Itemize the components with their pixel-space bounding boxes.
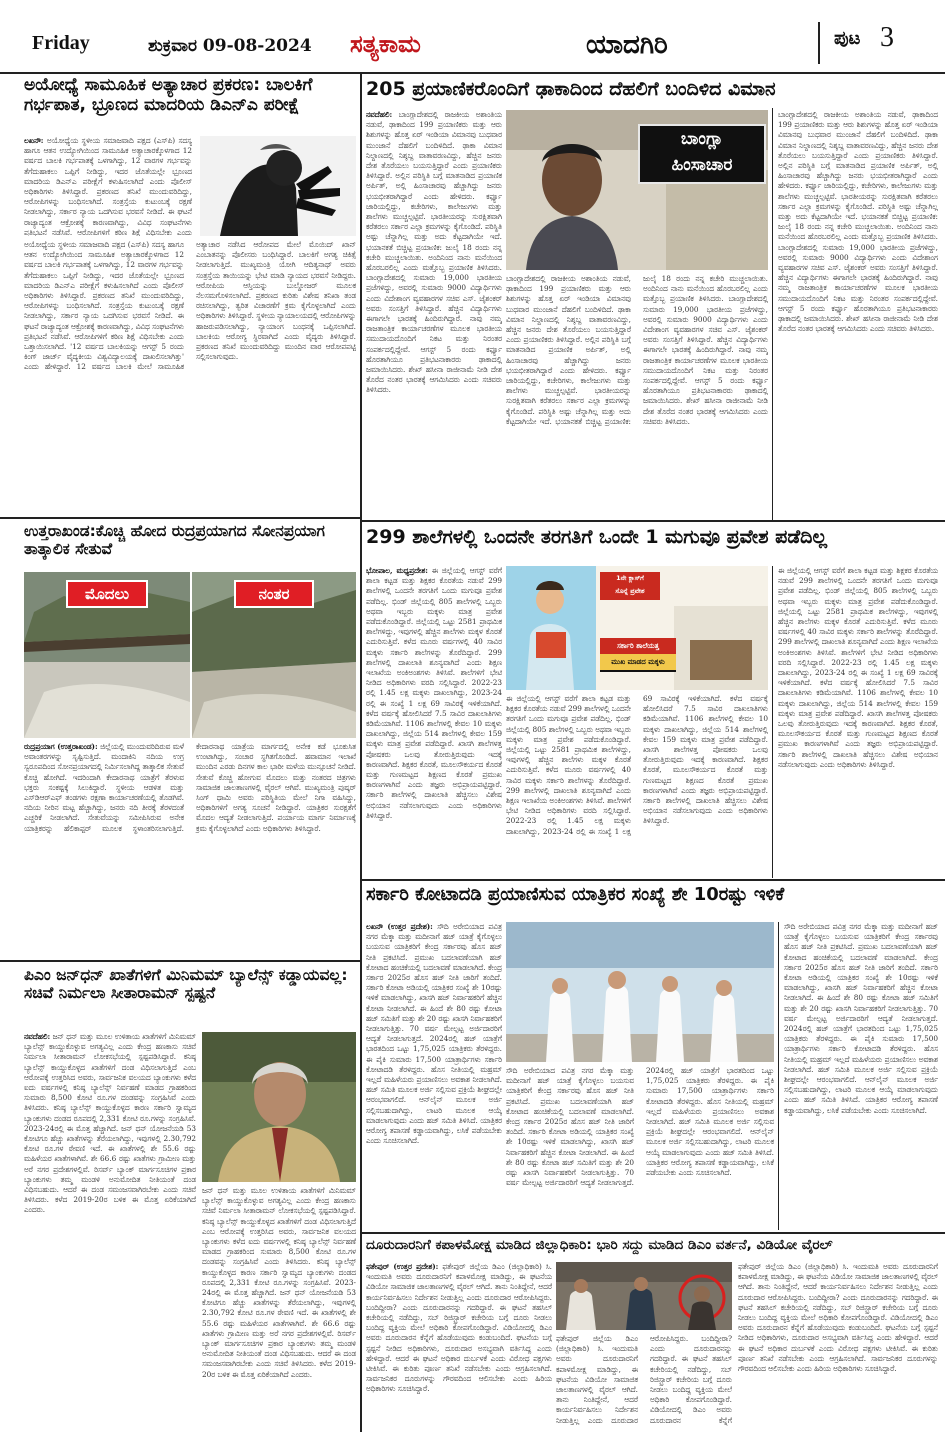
illus-tag-3: ಸರ್ಕಾರಿ ಶಾಲೆಯತ್ತ (600, 638, 676, 654)
column-divider (778, 922, 779, 1230)
jandhan-headline: ಪಿಎಂ ಜನ್‌ಧನ್ ಖಾತೆಗಳಿಗೆ ಮಿನಿಮಮ್ ಬ್ಯಾಲೆನ್ಸ್ ಕಡ್ಡಾಯವಲ್ಲ: ಸಚಿವೆ ನಿರ್ಮಲಾ ಸೀತಾರಾಮನ್ ಸ್ಪಷ್ಟನೆ (24, 966, 348, 1003)
haj-photo (506, 922, 774, 1062)
edition-city: ಯಾದಗಿರಿ (586, 30, 668, 60)
schools-illustration (506, 566, 768, 690)
ayodhya-body: ಅಯೋಧ್ಯೆಯ ಸ್ಥಳೀಯ ಸಮಾಜವಾದಿ ಪಕ್ಷದ (ಎಸ್‌ಪಿ) ಸದಸ್ಯ ಹಾಗೂ ಆತನ ಉದ್ಯೋಗಿಯಿಂದ ಸಾಮೂಹಿಕ ಅತ್ಯಾಚಾರಕ್ಕೊಳಗಾದ 12 ವರ್ಷದ ಬಾಲಕಿ ಗರ್ಭಪಾತಕ್ಕೆ ಒಳಗಾಗಿದ್ದು, 12 ವಾರಗಳ ಗರ್ಭವನ್ನು ತೆಗೆದುಹಾಕಲು ಒಪ್ಪಿಗೆ ನೀಡಿದ್ದು, ಇದರ ಜೊತೆಯಲ್ಲೇ ಭ್ರೂಣದ ಮಾದರಿಯ ಡಿಎನ್ಎ ಪರೀಕ್ಷೆಗೆ ಕಳುಹಿಸಲಾಗಿದೆ ಎಂದು ಪೊಲೀಸ್ ಅಧಿಕಾರಿಗಳು ತಿಳಿಸಿದ್ದಾರೆ. ಪ್ರಕರಣದ ತನಿಖೆ ಮುಂದುವರಿದಿದ್ದು, ಆರೋಪಿಗಳನ್ನು ಬಂಧಿಸಲಾಗಿದೆ. ಸಂತ್ರಸ್ತೆಯ ಕುಟುಂಬಕ್ಕೆ ರಕ್ಷಣೆ ನೀಡಲಾಗಿದ್ದು, ಸರ್ಕಾರ ನ್ಯಾಯ ಒದಗಿಸುವ ಭರವಸೆ ನೀಡಿದೆ. ಈ ಘಟನೆ ರಾಜ್ಯಾದ್ಯಂತ ಆಕ್ರೋಶಕ್ಕೆ ಕಾರಣವಾಗಿದ್ದು, ವಿವಿಧ ಸಂಘಟನೆಗಳು ಪ್ರತಿಭಟನೆ ನಡೆಸಿವೆ. ಆರೋಪಿಗಳಿಗೆ ಕಠಿಣ ಶಿಕ್ಷೆ ವಿಧಿಸಬೇಕು ಎಂದು (24, 136, 192, 236)
schools-body: ಈ ಜಿಲ್ಲೆಯಲ್ಲಿ ಆಗಸ್ಟ್ ವರೆಗೆ ಶಾಲಾ ಕಟ್ಟಡ ಮತ್ತು ಶಿಕ್ಷಕರ ಕೊರತೆಯ ನಡುವೆ 299 ಶಾಲೆಗಳಲ್ಲಿ ಒಂದನೇ ತರಗತಿಗೆ ಒಂದು ಮಗುವೂ ಪ್ರವೇಶ ಪಡೆದಿಲ್ಲ. ಭಿಂಡ್ ಜಿಲ್ಲೆಯಲ್ಲಿ 805 ಶಾಲೆಗಳಲ್ಲಿ ಒಬ್ಬರು ಅಥವಾ ಇಬ್ಬರು ಮಕ್ಕಳು ಮಾತ್ರ ಪ್ರವೇಶ ಪಡೆದುಕೊಂಡಿದ್ದಾರೆ. ಜಿಲ್ಲೆಯಲ್ಲಿ ಒಟ್ಟು 2581 ಪ್ರಾಥಮಿಕ ಶಾಲೆಗಳಿದ್ದು, ಇವುಗಳಲ್ಲಿ ಹೆಚ್ಚಿನ ಶಾಲೆಗಳು ಮಕ್ಕಳ ಕೊರತೆ ಎದುರಿಸುತ್ತಿವೆ. ಕಳೆದ ಮೂರು ವರ್ಷಗಳಲ್ಲಿ 40 ಸಾವಿರ ಮಕ್ಕಳು ಸರ್ಕಾರಿ ಶಾಲೆಗಳನ್ನು ತೊರೆದಿದ್ದಾರೆ. 299 ಶಾಲೆಗಳಲ್ಲಿ ದಾಖಲಾತಿ ಶೂನ್ಯವಾಗಿದೆ ಎಂದು ಶಿಕ್ಷಣ ಇಲಾಖೆಯ ಅಂಕಿಅಂಶಗಳು ತಿಳಿಸಿವೆ. ಶಾಲೆಗಳಿಗೆ ಭೇಟಿ ನೀಡಿದ ಅಧಿಕಾರಿಗಳು ವರದಿ ಸಲ್ಲಿಸಿದ್ದಾರೆ. 2022-23 ರಲ್ಲಿ 1.45 ಲಕ್ಷ ಮಕ್ಕಳು ದಾಖಲಾಗಿದ್ದು, 2023-24 ರಲ್ಲಿ ಈ ಸಂಖ್ಯೆ 1 ಲಕ್ಷ 69 ಸಾವಿರಕ್ಕೆ ಇಳಿಕೆಯಾಗಿದೆ. ಕಳೆದ ವರ್ಷಕ್ಕೆ ಹೋಲಿಸಿದರೆ 7.5 ಸಾವಿರ ದಾಖಲಾತಿಗಳು ಕಡಿಮೆಯಾಗಿವೆ. 1106 ಶಾಲೆಗಳಲ್ಲಿ ಕೇವಲ 10 ಮಕ್ಕಳು ದಾಖಲಾಗಿದ್ದು, ಜಿಲ್ಲೆಯ 514 ಶಾಲೆಗಳಲ್ಲಿ ಕೇವಲ 159 ಮಕ್ಕಳು ಮಾತ್ರ ಪ್ರವೇಶ ಪಡೆದಿದ್ದಾರೆ. ಖಾಸಗಿ ಶಾಲೆಗಳತ್ತ ಪೋಷಕರು ಒಲವು ತೋರುತ್ತಿರುವುದು ಇದಕ್ಕೆ ಕಾರಣವಾಗಿದೆ. ಶಿಕ್ಷಕರ ಕೊರತೆ, ಮೂಲಸೌಕರ್ಯದ ಕೊರತೆ ಮತ್ತು ಗುಣಮಟ್ಟದ ಶಿಕ್ಷಣದ ಕೊರತೆ ಪ್ರಮುಖ ಕಾರಣಗಳಾಗಿವೆ ಎಂದು ತಜ್ಞರು ಅಭಿಪ್ರಾಯಪಟ್ಟಿದ್ದಾರೆ. ಸರ್ಕಾರಿ ಶಾಲೆಗಳಲ್ಲಿ ದಾಖಲಾತಿ ಹೆಚ್ಚಿಸಲು ವಿಶೇಷ ಅಭಿಯಾನ ನಡೆಸಲಾಗುವುದು ಎಂದು ಅಧಿಕಾರಿಗಳು ತಿಳಿಸಿದ್ದಾರೆ. (366, 566, 502, 820)
jandhan-body-col2 (202, 1186, 356, 1428)
section-divider (0, 517, 360, 519)
column-divider (772, 108, 773, 520)
ayodhya-body-columns (24, 240, 356, 514)
after-tag: ನಂತರ (234, 580, 314, 608)
dhaka-body-col4 (778, 110, 938, 516)
haj-body-col4 (784, 922, 938, 1228)
schools-body-end: ಈ ಜಿಲ್ಲೆಯಲ್ಲಿ ಆಗಸ್ಟ್ ವರೆಗೆ ಶಾಲಾ ಕಟ್ಟಡ ಮತ್ತು ಶಿಕ್ಷಕರ ಕೊರತೆಯ ನಡುವೆ 299 ಶಾಲೆಗಳಲ್ಲಿ ಒಂದನೇ ತರಗತಿಗೆ ಒಂದು ಮಗುವೂ ಪ್ರವೇಶ ಪಡೆದಿಲ್ಲ. ಭಿಂಡ್ ಜಿಲ್ಲೆಯಲ್ಲಿ 805 ಶಾಲೆಗಳಲ್ಲಿ ಒಬ್ಬರು ಅಥವಾ ಇಬ್ಬರು ಮಕ್ಕಳು ಮಾತ್ರ ಪ್ರವೇಶ ಪಡೆದುಕೊಂಡಿದ್ದಾರೆ. ಜಿಲ್ಲೆಯಲ್ಲಿ ಒಟ್ಟು 2581 ಪ್ರಾಥಮಿಕ ಶಾಲೆಗಳಿದ್ದು, ಇವುಗಳಲ್ಲಿ ಹೆಚ್ಚಿನ ಶಾಲೆಗಳು ಮಕ್ಕಳ ಕೊರತೆ ಎದುರಿಸುತ್ತಿವೆ. ಕಳೆದ ಮೂರು ವರ್ಷಗಳಲ್ಲಿ 40 ಸಾವಿರ ಮಕ್ಕಳು ಸರ್ಕಾರಿ ಶಾಲೆಗಳನ್ನು ತೊರೆದಿದ್ದಾರೆ. 299 ಶಾಲೆಗಳಲ್ಲಿ ದಾಖಲಾತಿ ಶೂನ್ಯವಾಗಿದೆ ಎಂದು ಶಿಕ್ಷಣ ಇಲಾಖೆಯ ಅಂಕಿಅಂಶಗಳು ತಿಳಿಸಿವೆ. ಶಾಲೆಗಳಿಗೆ ಭೇಟಿ ನೀಡಿದ ಅಧಿಕಾರಿಗಳು ವರದಿ ಸಲ್ಲಿಸಿದ್ದಾರೆ. 2022-23 ರಲ್ಲಿ 1.45 ಲಕ್ಷ ಮಕ್ಕಳು ದಾಖಲಾಗಿದ್ದು, 2023-24 ರಲ್ಲಿ ಈ ಸಂಖ್ಯೆ 1 ಲಕ್ಷ 69 ಸಾವಿರಕ್ಕೆ ಇಳಿಕೆಯಾಗಿದೆ. ಕಳೆದ ವರ್ಷಕ್ಕೆ ಹೋಲಿಸಿದರೆ 7.5 ಸಾವಿರ ದಾಖಲಾತಿಗಳು ಕಡಿಮೆಯಾಗಿವೆ. 1106 ಶಾಲೆಗಳಲ್ಲಿ ಕೇವಲ 10 ಮಕ್ಕಳು ದಾಖಲಾಗಿದ್ದು, ಜಿಲ್ಲೆಯ 514 ಶಾಲೆಗಳಲ್ಲಿ ಕೇವಲ 159 ಮಕ್ಕಳು ಮಾತ್ರ ಪ್ರವೇಶ ಪಡೆದಿದ್ದಾರೆ. ಖಾಸಗಿ ಶಾಲೆಗಳತ್ತ ಪೋಷಕರು ಒಲವು ತೋರುತ್ತಿರುವುದು ಇದಕ್ಕೆ ಕಾರಣವಾಗಿದೆ. ಶಿಕ್ಷಕರ ಕೊರತೆ, ಮೂಲಸೌಕರ್ಯದ ಕೊರತೆ ಮತ್ತು ಗುಣಮಟ್ಟದ ಶಿಕ್ಷಣದ ಕೊರತೆ ಪ್ರಮುಖ ಕಾರಣಗಳಾಗಿವೆ ಎಂದು ತಜ್ಞರು ಅಭಿಪ್ರಾಯಪಟ್ಟಿದ್ದಾರೆ. ಸರ್ಕಾರಿ ಶಾಲೆಗಳಲ್ಲಿ ದಾಖಲಾತಿ ಹೆಚ್ಚಿಸಲು ವಿಶೇಷ ಅಭಿಯಾನ ನಡೆಸಲಾಗುವುದು ಎಂದು ಅಧಿಕಾರಿಗಳು ತಿಳಿಸಿದ್ದಾರೆ. (778, 566, 938, 769)
schools-headline: 299 ಶಾಲೆಗಳಲ್ಲಿ ಒಂದನೇ ತರಗತಿಗೆ ಒಂದೇ 1 ಮಗುವೂ ಪ್ರವೇಶ ಪಡೆದಿಲ್ಲ (366, 526, 828, 548)
column-divider (772, 566, 773, 878)
haj-body-columns (506, 1066, 774, 1228)
bridge-body-columns (24, 742, 356, 956)
haj-body: ಸೌದಿ ಅರೇಬಿಯಾದ ಪವಿತ್ರ ನಗರ ಮೆಕ್ಕಾ ಮತ್ತು ಮದೀನಾಗೆ ಹಜ್ ಯಾತ್ರೆ ಕೈಗೊಳ್ಳಲು ಬಯಸುವ ಯಾತ್ರಿಕರಿಗೆ ಕೇಂದ್ರ ಸರ್ಕಾರವು ಹೊಸ ಹಜ್ ನೀತಿ ಪ್ರಕಟಿಸಿದೆ. ಪ್ರಮುಖ ಬದಲಾವಣೆಯಾಗಿ ಹಜ್ ಕೋಟಾದ ಹಂಚಿಕೆಯಲ್ಲಿ ಬದಲಾವಣೆ ಮಾಡಲಾಗಿದೆ. ಕೇಂದ್ರ ಸರ್ಕಾರ 2025ರ ಹೊಸ ಹಜ್ ನೀತಿ ಜಾರಿಗೆ ತಂದಿದೆ. ಸರ್ಕಾರಿ ಕೋಟಾ ಅಡಿಯಲ್ಲಿ ಯಾತ್ರಿಕರ ಸಂಖ್ಯೆ ಶೇ 10ರಷ್ಟು ಇಳಿಕೆ ಮಾಡಲಾಗಿದ್ದು, ಖಾಸಗಿ ಹಜ್ ನಿರ್ವಾಹಕರಿಗೆ ಹೆಚ್ಚಿನ ಕೋಟಾ ನೀಡಲಾಗಿದೆ. ಈ ಹಿಂದೆ ಶೇ 80 ರಷ್ಟು ಕೋಟಾ ಹಜ್ ಸಮಿತಿಗೆ ಮತ್ತು ಶೇ 20 ರಷ್ಟು ಖಾಸಗಿ ನಿರ್ವಾಹಕರಿಗೆ ನೀಡಲಾಗುತ್ತಿತ್ತು. 70 ವರ್ಷ ಮೇಲ್ಪಟ್ಟ ಅರ್ಜಿದಾರರಿಗೆ ಆದ್ಯತೆ ನೀಡಲಾಗುತ್ತದೆ. 2024ರಲ್ಲಿ ಹಜ್ ಯಾತ್ರೆಗೆ ಭಾರತದಿಂದ ಒಟ್ಟು 1,75,025 ಯಾತ್ರಿಕರು ತೆರಳಿದ್ದರು. ಈ ಪೈಕಿ ಸುಮಾರು 17,500 ಯಾತ್ರಾರ್ಥಿಗಳು ಸರ್ಕಾರಿ ಕೋಟಾದಡಿ ತೆರಳಿದ್ದರು. ಹೊಸ ನೀತಿಯಲ್ಲಿ ಮಹ್ರಮ್ ಇಲ್ಲದೆ ಮಹಿಳೆಯರು ಪ್ರಯಾಣಿಸಲು ಅವಕಾಶ ನೀಡಲಾಗಿದೆ. ಹಜ್ ಸಮಿತಿ ಮೂಲಕ ಅರ್ಜಿ ಸಲ್ಲಿಸುವ ಪ್ರಕ್ರಿಯೆ ಶೀಘ್ರದಲ್ಲೇ ಆರಂಭವಾಗಲಿದೆ. ಆನ್‌ಲೈನ್ ಮೂಲಕ ಅರ್ಜಿ ಸಲ್ಲಿಸಬಹುದಾಗಿದ್ದು, ಲಾಟರಿ ಮೂಲಕ ಆಯ್ಕೆ ಮಾಡಲಾಗುವುದು ಎಂದು ಹಜ್ ಸಮಿತಿ ತಿಳಿಸಿದೆ. ಯಾತ್ರಿಕರ ಆರೋಗ್ಯ ತಪಾಸಣೆ ಕಡ್ಡಾಯವಾಗಿದ್ದು, ಲಸಿಕೆ ಪಡೆಯಬೇಕು ಎಂದು ಸೂಚಿಸಲಾಗಿದೆ. (366, 922, 502, 1146)
dm-video-still-icon (556, 1262, 732, 1330)
column-divider (360, 72, 362, 1432)
page-number: 3 (880, 22, 894, 53)
victim-silhouette-icon (200, 136, 356, 236)
newspaper-name: ಸತ್ಯಕಾಮ (350, 30, 421, 58)
pilgrims-photo-icon (506, 922, 774, 1062)
page-number-box (818, 22, 930, 64)
schools-dateline: ಭೋಪಾಲ, ಮಧ್ಯಪ್ರದೇಶ: (366, 566, 428, 575)
govt-school-tag (600, 638, 676, 672)
fatehpur-body: ಫತೇಪುರ್ ಜಿಲ್ಲೆಯ ಡಿಎಂ (ಜಿಲ್ಲಾಧಿಕಾರಿ) ಸಿ. ಇಂದುಮತಿ ಅವರು ದೂರುದಾರನಿಗೆ ಕಪಾಳಮೋಕ್ಷ ಮಾಡಿದ್ದು, ಈ ಘಟನೆಯ ವಿಡಿಯೋ ಸಾಮಾಜಿಕ ಜಾಲತಾಣಗಳಲ್ಲಿ ವೈರಲ್ ಆಗಿದೆ. ತಾನು ನಿಂತಿದ್ದೇನೆ, ಆದರೆ ಕಾರ್ಯನಿರ್ವಹಿಸಲು ನಿರ್ದೇಶನ ನೀಡುತ್ತಿಲ್ಲ ಎಂದು ದೂರುದಾರ ಆರೋಪಿಸಿದ್ದರು. ಬಂದಿದ್ದೀರಾ? ಎಂದು ದೂರುದಾರನನ್ನು ಗದರಿದ್ದಾರೆ. ಈ ಘಟನೆ ತಹಸಿಲ್ ಕಚೇರಿಯಲ್ಲಿ ನಡೆದಿದ್ದು, ಸಬ್ ರಿಜಿಸ್ಟ್ರಾರ್ ಕಚೇರಿಯ ಬಗ್ಗೆ ದೂರು ನೀಡಲು ಬಂದಿದ್ದ ವ್ಯಕ್ತಿಯ ಮೇಲೆ ಅಧಿಕಾರಿ ಕೋಪಗೊಂಡಿದ್ದಾರೆ. ವಿಡಿಯೋದಲ್ಲಿ ಡಿಎಂ ಅವರು ದೂರುದಾರನ ಕೆನ್ನೆಗೆ ಹೊಡೆಯುವುದು ಕಂಡುಬಂದಿದೆ. ಘಟನೆಯ ಬಗ್ಗೆ ಸ್ಪಷ್ಟನೆ ನೀಡಿದ ಅಧಿಕಾರಿಗಳು, ದೂರುದಾರ ಅಸಭ್ಯವಾಗಿ ವರ್ತಿಸಿದ್ದ ಎಂದು ಹೇಳಿದ್ದಾರೆ. ಆದರೆ ಈ ಘಟನೆ ಅಧಿಕಾರ ದುರ್ಬಳಕೆ ಎಂದು ವಿರೋಧ ಪಕ್ಷಗಳು ಟೀಕಿಸಿವೆ. ಈ ಕುರಿತು ಪೂರ್ಣ ತನಿಖೆ ನಡೆಸಬೇಕು ಎಂದು ಆಗ್ರಹಿಸಲಾಗಿದೆ. ಸಾರ್ವಜನಿಕರ ದೂರುಗಳನ್ನು ಗೌರವದಿಂದ ಆಲಿಸಬೇಕು ಎಂದು ಹಿರಿಯ ಅಧಿಕಾರಿಗಳು ಸೂಚಿಸಿದ್ದಾರೆ. (366, 1262, 552, 1394)
dhaka-photo (506, 110, 768, 270)
section-divider (0, 960, 360, 962)
fatehpur-body-columns (556, 1334, 732, 1428)
haj-body-col1 (366, 922, 502, 1228)
illus-tag-1: 1ನೇ ಕ್ಲಾಸ್‌ಗೆ (616, 574, 644, 582)
before-tag: ಮೊದಲು (66, 580, 148, 608)
jandhan-body-col1 (24, 1032, 196, 1428)
ayodhya-headline: ಅಯೋಧ್ಯೆ ಸಾಮೂಹಿಕ ಅತ್ಯಾಚಾರ ಪ್ರಕರಣ: ಬಾಲಕಿಗೆ ಗರ್ಭಪಾತ, ಭ್ರೂಣದ ಮಾದರಿಯ ಡಿಎನ್ಎ ಪರೀಕ್ಷೆ (24, 75, 313, 116)
fatehpur-body-col1 (366, 1262, 552, 1428)
fatehpur-photo (556, 1262, 732, 1330)
dhaka-body-continued: ಬಾಂಗ್ಲಾದೇಶದಲ್ಲಿ ರಾಜಕೀಯ ಅಶಾಂತಿಯ ನಡುವೆ, ಢಾಕಾದಿಂದ 199 ಪ್ರಯಾಣಿಕರು ಮತ್ತು ಆರು ಶಿಶುಗಳನ್ನು ಹೊತ್ತ ಏರ್ ಇಂಡಿಯಾ ವಿಮಾನವು ಬುಧವಾರ ಮುಂಜಾನೆ ದೆಹಲಿಗೆ ಬಂದಿಳಿದಿದೆ. ಢಾಕಾ ವಿಮಾನ ನಿಲ್ದಾಣದಲ್ಲಿ ನಿಶ್ಶಬ್ದ ವಾತಾವರಣವಿದ್ದು, ಹೆಚ್ಚಿನ ಜನರು ದೇಶ ತೊರೆಯಲು ಬಯಸುತ್ತಿದ್ದಾರೆ ಎಂದು ಪ್ರಯಾಣಿಕರು ತಿಳಿಸಿದ್ದಾರೆ. ಅಲ್ಲಿನ ಪರಿಸ್ಥಿತಿ ಬಗ್ಗೆ ಮಾತನಾಡಿದ ಪ್ರಯಾಣಿಕ ಅರ್ಪಿತ್, ಅಲ್ಲಿ ಹಿಂಸಾಚಾರವು ಹೆಚ್ಚಾಗಿದ್ದು ಜನರು ಭಯಭೀತರಾಗಿದ್ದಾರೆ ಎಂದು ಹೇಳಿದರು. ಕರ್ಫ್ಯೂ ಜಾರಿಯಲ್ಲಿದ್ದು, ಕಚೇರಿಗಳು, ಕಾಲೇಜುಗಳು ಮತ್ತು ಶಾಲೆಗಳು ಮುಚ್ಚಲ್ಪಟ್ಟಿವೆ. ಭಾರತೀಯರನ್ನು ಸುರಕ್ಷಿತವಾಗಿ ಕರೆತರಲು ಸರ್ಕಾರ ಎಲ್ಲಾ ಕ್ರಮಗಳನ್ನು ಕೈಗೊಂಡಿದೆ. ಪರಿಸ್ಥಿತಿ ಅಷ್ಟು ಚೆನ್ನಾಗಿಲ್ಲ ಮತ್ತು ಅದು ಕೆಟ್ಟದಾಗಿಯೇ ಇದೆ. ಭಯಾನಕತೆ ಬಿಚ್ಚಿಟ್ಟ ಪ್ರಯಾಣಿಕ: ಜುಲೈ 18 ರಂದು ನನ್ನ ಕಚೇರಿ ಮುಚ್ಚಲಾಯಿತು. ಅಂದಿನಿಂದ ನಾನು ಮನೆಯಿಂದ ಹೊರಬರಲಿಲ್ಲ ಎಂದು ಮತ್ತೊಬ್ಬ ಪ್ರಯಾಣಿಕ ತಿಳಿಸಿದರು. ಬಾಂಗ್ಲಾದೇಶದಲ್ಲಿ ಸುಮಾರು 19,000 ಭಾರತೀಯ ಪ್ರಜೆಗಳಿದ್ದು, ಅವರಲ್ಲಿ ಸುಮಾರು 9000 ವಿದ್ಯಾರ್ಥಿಗಳು ಎಂದು ವಿದೇಶಾಂಗ ವ್ಯವಹಾರಗಳ ಸಚಿವ ಎಸ್. ಜೈಶಂಕರ್ ಅವರು ಸಂಸತ್ತಿಗೆ ತಿಳಿಸಿದ್ದಾರೆ. ಹೆಚ್ಚಿನ ವಿದ್ಯಾರ್ಥಿಗಳು ಈಗಾಗಲೇ ಭಾರತಕ್ಕೆ ಹಿಂದಿರುಗಿದ್ದಾರೆ. ನಾವು ನಮ್ಮ ರಾಜತಾಂತ್ರಿಕ ಕಾರ್ಯಾಚರಣೆಗಳ ಮೂಲಕ ಭಾರತೀಯ ಸಮುದಾಯದೊಂದಿಗೆ ನಿಕಟ ಮತ್ತು ನಿರಂತರ ಸಂಪರ್ಕದಲ್ಲಿದ್ದೇವೆ. ಆಗಸ್ಟ್ 5 ರಂದು ಕರ್ಫ್ಯೂ ಹೊರತಾಗಿಯೂ ಪ್ರತಿಭಟನಾಕಾರರು ಢಾಕಾದಲ್ಲಿ ಜಮಾಯಿಸಿದರು. ಶೇಖ್ ಹಸೀನಾ ರಾಜೀನಾಮೆ ನೀಡಿ ದೇಶ ತೊರೆದ ನಂತರ ಭಾರತಕ್ಕೆ ಆಗಮಿಸಿದರು ಎಂದು ಸಚಿವರು ತಿಳಿಸಿದರು. (506, 274, 768, 426)
bridge-headline: ಉತ್ತರಾಖಂಡ:ಕೊಚ್ಚಿ ಹೋದ ರುದ್ರಪ್ರಯಾಗದ ಸೋನಪ್ರಯಾಗ ತಾತ್ಕಾಲಿಕ ಸೇತುವೆ (24, 522, 325, 559)
jandhan-body-continued: ಜನ್ ಧನ್ ಮತ್ತು ಮೂಲ ಉಳಿತಾಯ ಖಾತೆಗಳಿಗೆ ಮಿನಿಮಮ್ ಬ್ಯಾಲೆನ್ಸ್ ಕಾಯ್ದುಕೊಳ್ಳುವ ಅಗತ್ಯವಿಲ್ಲ ಎಂದು ಕೇಂದ್ರ ಹಣಕಾಸು ಸಚಿವೆ ನಿರ್ಮಲಾ ಸೀತಾರಾಮನ್ ಲೋಕಸಭೆಯಲ್ಲಿ ಸ್ಪಷ್ಟಪಡಿಸಿದ್ದಾರೆ. ಕನಿಷ್ಠ ಬ್ಯಾಲೆನ್ಸ್ ಕಾಯ್ದುಕೊಳ್ಳದ ಖಾತೆಗಳಿಗೆ ದಂಡ ವಿಧಿಸಲಾಗುತ್ತಿದೆ ಎಂಬ ಆರೋಪಕ್ಕೆ ಉತ್ತರಿಸಿದ ಅವರು, ಸಾರ್ವಜನಿಕ ವಲಯದ ಬ್ಯಾಂಕುಗಳು ಕಳೆದ ಐದು ವರ್ಷಗಳಲ್ಲಿ ಕನಿಷ್ಠ ಬ್ಯಾಲೆನ್ಸ್ ನಿರ್ವಹಣೆ ಮಾಡದ ಗ್ರಾಹಕರಿಂದ ಸುಮಾರು 8,500 ಕೋಟಿ ರೂ.ಗಳ ದಂಡವನ್ನು ಸಂಗ್ರಹಿಸಿವೆ ಎಂದು ತಿಳಿಸಿದರು. ಕನಿಷ್ಠ ಬ್ಯಾಲೆನ್ಸ್ ಕಾಯ್ದುಕೊಳ್ಳದ ಕಾರಣ ಸರ್ಕಾರಿ ಸ್ವಾಮ್ಯದ ಬ್ಯಾಂಕುಗಳು ದಂಡದ ರೂಪದಲ್ಲಿ 2,331 ಕೋಟಿ ರೂ.ಗಳನ್ನು ಸಂಗ್ರಹಿಸಿವೆ. 2023-24ರಲ್ಲಿ ಈ ಮೊತ್ತ ಹೆಚ್ಚಾಗಿದೆ. ಜನ್ ಧನ್ ಯೋಜನೆಯಡಿ 53 ಕೋಟಿಗೂ ಹೆಚ್ಚು ಖಾತೆಗಳನ್ನು ತೆರೆಯಲಾಗಿದ್ದು, ಇವುಗಳಲ್ಲಿ 2.30,792 ಕೋಟಿ ರೂ.ಗಳ ಠೇವಣಿ ಇದೆ. ಈ ಖಾತೆಗಳಲ್ಲಿ ಶೇ 55.6 ರಷ್ಟು ಮಹಿಳೆಯರ ಖಾತೆಗಳಾಗಿವೆ. ಶೇ 66.6 ರಷ್ಟು ಖಾತೆಗಳು ಗ್ರಾಮೀಣ ಮತ್ತು ಅರೆ ನಗರ ಪ್ರದೇಶಗಳಲ್ಲಿವೆ. ರಿಸರ್ವ್ ಬ್ಯಾಂಕ್ ಮಾರ್ಗಸೂಚಿಗಳ ಪ್ರಕಾರ ಬ್ಯಾಂಕುಗಳು ತಮ್ಮ ಮಂಡಳಿ ಅನುಮೋದಿತ ನೀತಿಯಂತೆ ದಂಡ ವಿಧಿಸಬಹುದು. ಆದರೆ ಈ ದಂಡ ಸಮಂಜಸವಾಗಿರಬೇಕು ಎಂದು ಸಚಿವೆ ತಿಳಿಸಿದರು. ಕಳೆದ 2019-20ರ ಬಳಿಕ ಈ ಮೊತ್ತ ಏರಿಕೆಯಾಗಿದೆ ಎಂದರು. (202, 1186, 356, 1379)
tag-line-2: ಹಿಂಸಾಚಾರ (671, 155, 733, 175)
ayodhya-dateline: ಲಖನೌ: (24, 136, 44, 145)
fatehpur-body-col4 (738, 1262, 938, 1428)
dhaka-body-col1 (366, 110, 502, 516)
bridge-photos (24, 572, 356, 738)
ayodhya-body-continued: ಅಯೋಧ್ಯೆಯ ಸ್ಥಳೀಯ ಸಮಾಜವಾದಿ ಪಕ್ಷದ (ಎಸ್‌ಪಿ) ಸದಸ್ಯ ಹಾಗೂ ಆತನ ಉದ್ಯೋಗಿಯಿಂದ ಸಾಮೂಹಿಕ ಅತ್ಯಾಚಾರಕ್ಕೊಳಗಾದ 12 ವರ್ಷದ ಬಾಲಕಿ ಗರ್ಭಪಾತಕ್ಕೆ ಒಳಗಾಗಿದ್ದು, 12 ವಾರಗಳ ಗರ್ಭವನ್ನು ತೆಗೆದುಹಾಕಲು ಒಪ್ಪಿಗೆ ನೀಡಿದ್ದು, ಇದರ ಜೊತೆಯಲ್ಲೇ ಭ್ರೂಣದ ಮಾದರಿಯ ಡಿಎನ್ಎ ಪರೀಕ್ಷೆಗೆ ಕಳುಹಿಸಲಾಗಿದೆ ಎಂದು ಪೊಲೀಸ್ ಅಧಿಕಾರಿಗಳು ತಿಳಿಸಿದ್ದಾರೆ. ಪ್ರಕರಣದ ತನಿಖೆ ಮುಂದುವರಿದಿದ್ದು, ಆರೋಪಿಗಳನ್ನು ಬಂಧಿಸಲಾಗಿದೆ. ಸಂತ್ರಸ್ತೆಯ ಕುಟುಂಬಕ್ಕೆ ರಕ್ಷಣೆ ನೀಡಲಾಗಿದ್ದು, ಸರ್ಕಾರ ನ್ಯಾಯ ಒದಗಿಸುವ ಭರವಸೆ ನೀಡಿದೆ. ಈ ಘಟನೆ ರಾಜ್ಯಾದ್ಯಂತ ಆಕ್ರೋಶಕ್ಕೆ ಕಾರಣವಾಗಿದ್ದು, ವಿವಿಧ ಸಂಘಟನೆಗಳು ಪ್ರತಿಭಟನೆ ನಡೆಸಿವೆ. ಆರೋಪಿಗಳಿಗೆ ಕಠಿಣ ಶಿಕ್ಷೆ ವಿಧಿಸಬೇಕು ಎಂದು ಒತ್ತಾಯಿಸಲಾಗಿದೆ. '12 ವರ್ಷದ ಬಾಲಕಿಯನ್ನು ಆಗಸ್ಟ್ 5 ರಂದು ಕಿಂಗ್ ಜಾರ್ಜ್ ವೈದ್ಯಕೀಯ ವಿಶ್ವವಿದ್ಯಾಲಯಕ್ಕೆ ದಾಖಲಿಸಲಾಗಿತ್ತು' ಎಂದು ಹೇಳಿದ್ದಾರೆ. 12 ವರ್ಷದ ಬಾಲಕಿ ಮೇಲೆ ಸಾಮೂಹಿಕ ಅತ್ಯಾಚಾರ ನಡೆಸಿದ ಆರೋಪದ ಮೇಲೆ ಮೊಯಿದ್ ಖಾನ್ ಎಂಬಾತನನ್ನು ಪೊಲೀಸರು ಬಂಧಿಸಿದ್ದಾರೆ. ಬಾಲಕಿಗೆ ಅಗತ್ಯ ಚಿಕಿತ್ಸೆ ನೀಡಲಾಗುತ್ತಿದೆ. ಮುಖ್ಯಮಂತ್ರಿ ಯೋಗಿ ಆದಿತ್ಯನಾಥ್ ಅವರು ಸಂತ್ರಸ್ತೆಯ ತಾಯಿಯನ್ನು ಭೇಟಿ ಮಾಡಿ ನ್ಯಾಯದ ಭರವಸೆ ನೀಡಿದ್ದರು. ಆರೋಪಿಯ ಆಸ್ತಿಯನ್ನು ಬುಲ್ಡೋಜರ್ ಮೂಲಕ ನೆಲಸಮಗೊಳಿಸಲಾಗಿದೆ. ಪ್ರಕರಣದ ಕುರಿತು ವಿಶೇಷ ತನಿಖಾ ತಂಡ ರಚಿಸಲಾಗಿದ್ದು, ತ್ವರಿತ ವಿಚಾರಣೆಗೆ ಕ್ರಮ ಕೈಗೊಳ್ಳಲಾಗಿದೆ ಎಂದು ಅಧಿಕಾರಿಗಳು ತಿಳಿಸಿದ್ದಾರೆ. ಸ್ಥಳೀಯ ನ್ಯಾಯಾಲಯದಲ್ಲಿ ಆರೋಪಿಗಳನ್ನು ಹಾಜರುಪಡಿಸಲಾಗಿದ್ದು, ನ್ಯಾಯಾಂಗ ಬಂಧನಕ್ಕೆ ಒಪ್ಪಿಸಲಾಗಿದೆ. ಬಾಲಕಿಯ ಆರೋಗ್ಯ ಸ್ಥಿರವಾಗಿದೆ ಎಂದು ವೈದ್ಯರು ತಿಳಿಸಿದ್ದಾರೆ. ಪ್ರಕರಣದ ತನಿಖೆ ಮುಂದುವರಿದಿದ್ದು ಮುಂದಿನ ವಾರ ಆರೋಪಪಟ್ಟಿ ಸಲ್ಲಿಸಲಾಗುವುದು. (24, 240, 356, 372)
page-label: ಪುಟ (834, 28, 861, 49)
bridge-dateline: ರುದ್ರಪ್ರಯಾಗ (ಉತ್ತರಾಖಂಡ): (24, 742, 98, 751)
jandhan-body: ಜನ್ ಧನ್ ಮತ್ತು ಮೂಲ ಉಳಿತಾಯ ಖಾತೆಗಳಿಗೆ ಮಿನಿಮಮ್ ಬ್ಯಾಲೆನ್ಸ್ ಕಾಯ್ದುಕೊಳ್ಳುವ ಅಗತ್ಯವಿಲ್ಲ ಎಂದು ಕೇಂದ್ರ ಹಣಕಾಸು ಸಚಿವೆ ನಿರ್ಮಲಾ ಸೀತಾರಾಮನ್ ಲೋಕಸಭೆಯಲ್ಲಿ ಸ್ಪಷ್ಟಪಡಿಸಿದ್ದಾರೆ. ಕನಿಷ್ಠ ಬ್ಯಾಲೆನ್ಸ್ ಕಾಯ್ದುಕೊಳ್ಳದ ಖಾತೆಗಳಿಗೆ ದಂಡ ವಿಧಿಸಲಾಗುತ್ತಿದೆ ಎಂಬ ಆರೋಪಕ್ಕೆ ಉತ್ತರಿಸಿದ ಅವರು, ಸಾರ್ವಜನಿಕ ವಲಯದ ಬ್ಯಾಂಕುಗಳು ಕಳೆದ ಐದು ವರ್ಷಗಳಲ್ಲಿ ಕನಿಷ್ಠ ಬ್ಯಾಲೆನ್ಸ್ ನಿರ್ವಹಣೆ ಮಾಡದ ಗ್ರಾಹಕರಿಂದ ಸುಮಾರು 8,500 ಕೋಟಿ ರೂ.ಗಳ ದಂಡವನ್ನು ಸಂಗ್ರಹಿಸಿವೆ ಎಂದು ತಿಳಿಸಿದರು. ಕನಿಷ್ಠ ಬ್ಯಾಲೆನ್ಸ್ ಕಾಯ್ದುಕೊಳ್ಳದ ಕಾರಣ ಸರ್ಕಾರಿ ಸ್ವಾಮ್ಯದ ಬ್ಯಾಂಕುಗಳು ದಂಡದ ರೂಪದಲ್ಲಿ 2,331 ಕೋಟಿ ರೂ.ಗಳನ್ನು ಸಂಗ್ರಹಿಸಿವೆ. 2023-24ರಲ್ಲಿ ಈ ಮೊತ್ತ ಹೆಚ್ಚಾಗಿದೆ. ಜನ್ ಧನ್ ಯೋಜನೆಯಡಿ 53 ಕೋಟಿಗೂ ಹೆಚ್ಚು ಖಾತೆಗಳನ್ನು ತೆರೆಯಲಾಗಿದ್ದು, ಇವುಗಳಲ್ಲಿ 2.30,792 ಕೋಟಿ ರೂ.ಗಳ ಠೇವಣಿ ಇದೆ. ಈ ಖಾತೆಗಳಲ್ಲಿ ಶೇ 55.6 ರಷ್ಟು ಮಹಿಳೆಯರ ಖಾತೆಗಳಾಗಿವೆ. ಶೇ 66.6 ರಷ್ಟು ಖಾತೆಗಳು ಗ್ರಾಮೀಣ ಮತ್ತು ಅರೆ ನಗರ ಪ್ರದೇಶಗಳಲ್ಲಿವೆ. ರಿಸರ್ವ್ ಬ್ಯಾಂಕ್ ಮಾರ್ಗಸೂಚಿಗಳ ಪ್ರಕಾರ ಬ್ಯಾಂಕುಗಳು ತಮ್ಮ ಮಂಡಳಿ ಅನುಮೋದಿತ ನೀತಿಯಂತೆ ದಂಡ ವಿಧಿಸಬಹುದು. ಆದರೆ ಈ ದಂಡ ಸಮಂಜಸವಾಗಿರಬೇಕು ಎಂದು ಸಚಿವೆ ತಿಳಿಸಿದರು. ಕಳೆದ 2019-20ರ ಬಳಿಕ ಈ ಮೊತ್ತ ಏರಿಕೆಯಾಗಿದೆ ಎಂದರು. (24, 1032, 196, 1215)
haj-dateline: ಲಖನೌ (ಉತ್ತರ ಪ್ರದೇಶ): (366, 922, 433, 931)
minister-portrait-icon (202, 1032, 356, 1182)
section-divider (362, 1232, 945, 1234)
section-divider (362, 879, 945, 881)
dhaka-headline: 205 ಪ್ರಯಾಣಿಕರೊಂದಿಗೆ ಢಾಕಾದಿಂದ ದೆಹಲಿಗೆ ಬಂದಿಳಿದ ವಿಮಾನ (366, 78, 776, 100)
schools-body-col1 (366, 566, 502, 876)
schools-body-continued: ಈ ಜಿಲ್ಲೆಯಲ್ಲಿ ಆಗಸ್ಟ್ ವರೆಗೆ ಶಾಲಾ ಕಟ್ಟಡ ಮತ್ತು ಶಿಕ್ಷಕರ ಕೊರತೆಯ ನಡುವೆ 299 ಶಾಲೆಗಳಲ್ಲಿ ಒಂದನೇ ತರಗತಿಗೆ ಒಂದು ಮಗುವೂ ಪ್ರವೇಶ ಪಡೆದಿಲ್ಲ. ಭಿಂಡ್ ಜಿಲ್ಲೆಯಲ್ಲಿ 805 ಶಾಲೆಗಳಲ್ಲಿ ಒಬ್ಬರು ಅಥವಾ ಇಬ್ಬರು ಮಕ್ಕಳು ಮಾತ್ರ ಪ್ರವೇಶ ಪಡೆದುಕೊಂಡಿದ್ದಾರೆ. ಜಿಲ್ಲೆಯಲ್ಲಿ ಒಟ್ಟು 2581 ಪ್ರಾಥಮಿಕ ಶಾಲೆಗಳಿದ್ದು, ಇವುಗಳಲ್ಲಿ ಹೆಚ್ಚಿನ ಶಾಲೆಗಳು ಮಕ್ಕಳ ಕೊರತೆ ಎದುರಿಸುತ್ತಿವೆ. ಕಳೆದ ಮೂರು ವರ್ಷಗಳಲ್ಲಿ 40 ಸಾವಿರ ಮಕ್ಕಳು ಸರ್ಕಾರಿ ಶಾಲೆಗಳನ್ನು ತೊರೆದಿದ್ದಾರೆ. 299 ಶಾಲೆಗಳಲ್ಲಿ ದಾಖಲಾತಿ ಶೂನ್ಯವಾಗಿದೆ ಎಂದು ಶಿಕ್ಷಣ ಇಲಾಖೆಯ ಅಂಕಿಅಂಶಗಳು ತಿಳಿಸಿವೆ. ಶಾಲೆಗಳಿಗೆ ಭೇಟಿ ನೀಡಿದ ಅಧಿಕಾರಿಗಳು ವರದಿ ಸಲ್ಲಿಸಿದ್ದಾರೆ. 2022-23 ರಲ್ಲಿ 1.45 ಲಕ್ಷ ಮಕ್ಕಳು ದಾಖಲಾಗಿದ್ದು, 2023-24 ರಲ್ಲಿ ಈ ಸಂಖ್ಯೆ 1 ಲಕ್ಷ 69 ಸಾವಿರಕ್ಕೆ ಇಳಿಕೆಯಾಗಿದೆ. ಕಳೆದ ವರ್ಷಕ್ಕೆ ಹೋಲಿಸಿದರೆ 7.5 ಸಾವಿರ ದಾಖಲಾತಿಗಳು ಕಡಿಮೆಯಾಗಿವೆ. 1106 ಶಾಲೆಗಳಲ್ಲಿ ಕೇವಲ 10 ಮಕ್ಕಳು ದಾಖಲಾಗಿದ್ದು, ಜಿಲ್ಲೆಯ 514 ಶಾಲೆಗಳಲ್ಲಿ ಕೇವಲ 159 ಮಕ್ಕಳು ಮಾತ್ರ ಪ್ರವೇಶ ಪಡೆದಿದ್ದಾರೆ. ಖಾಸಗಿ ಶಾಲೆಗಳತ್ತ ಪೋಷಕರು ಒಲವು ತೋರುತ್ತಿರುವುದು ಇದಕ್ಕೆ ಕಾರಣವಾಗಿದೆ. ಶಿಕ್ಷಕರ ಕೊರತೆ, ಮೂಲಸೌಕರ್ಯದ ಕೊರತೆ ಮತ್ತು ಗುಣಮಟ್ಟದ ಶಿಕ್ಷಣದ ಕೊರತೆ ಪ್ರಮುಖ ಕಾರಣಗಳಾಗಿವೆ ಎಂದು ತಜ್ಞರು ಅಭಿಪ್ರಾಯಪಟ್ಟಿದ್ದಾರೆ. ಸರ್ಕಾರಿ ಶಾಲೆಗಳಲ್ಲಿ ದಾಖಲಾತಿ ಹೆಚ್ಚಿಸಲು ವಿಶೇಷ ಅಭಿಯಾನ ನಡೆಸಲಾಗುವುದು ಎಂದು ಅಧಿಕಾರಿಗಳು ತಿಳಿಸಿದ್ದಾರೆ. (506, 694, 768, 836)
dhaka-dateline: ನವದೆಹಲಿ: (366, 110, 393, 119)
schools-body-columns (506, 694, 768, 876)
ayodhya-body-top (24, 136, 192, 236)
bridge-body: ಜಿಲ್ಲೆಯಲ್ಲಿ ಮುಂದುವರಿದಿರುವ ಮಳೆ ಅವಾಂತರಗಳನ್ನು ಸೃಷ್ಟಿಸುತ್ತಿದೆ. ಮಂದಾಕಿನಿ ನದಿಯ ಉಗ್ರ ಸ್ವರೂಪದಿಂದ ಸೋನಪ್ರಯಾಗದಲ್ಲಿ ನಿರ್ಮಿಸಲಾಗಿದ್ದ ತಾತ್ಕಾಲಿಕ ಸೇತುವೆ ಕೊಚ್ಚಿ ಹೋಗಿದೆ. ಇದರಿಂದಾಗಿ ಕೇದಾರನಾಥ ಯಾತ್ರೆಗೆ ತೆರಳುವ ಭಕ್ತರು ಸಂಕಷ್ಟಕ್ಕೆ ಸಿಲುಕಿದ್ದಾರೆ. ಸ್ಥಳೀಯ ಆಡಳಿತ ಮತ್ತು ಎಸ್‌ಡಿಆರ್‌ಎಫ್ ತಂಡಗಳು ರಕ್ಷಣಾ ಕಾರ್ಯಾಚರಣೆಯಲ್ಲಿ ತೊಡಗಿವೆ. ನದಿಯ ನೀರಿನ ಮಟ್ಟ ಹೆಚ್ಚಾಗಿದ್ದು, ಜನರು ನದಿ ತೀರಕ್ಕೆ ತೆರಳದಂತೆ ಎಚ್ಚರಿಕೆ ನೀಡಲಾಗಿದೆ. ಸೇತುವೆಯನ್ನು ಸಮೀಪಿಸಿರುವ ಅನೇಕ ಯಾತ್ರಿಕರನ್ನು ಹೆಲಿಕಾಪ್ಟರ್ ಮೂಲಕ ಸ್ಥಳಾಂತರಿಸಲಾಗುತ್ತಿದೆ. ಕೇದಾರನಾಥ ಯಾತ್ರೆಯ ಮಾರ್ಗದಲ್ಲಿ ಅನೇಕ ಕಡೆ ಭೂಕುಸಿತ ಉಂಟಾಗಿದ್ದು, ಸಂಚಾರ ಸ್ಥಗಿತಗೊಂಡಿದೆ. ಹವಾಮಾನ ಇಲಾಖೆ ಮುಂದಿನ ಎರಡು ದಿನಗಳ ಕಾಲ ಭಾರೀ ಮಳೆಯ ಮುನ್ಸೂಚನೆ ನೀಡಿದೆ. ಸೇತುವೆ ಕೊಚ್ಚಿ ಹೋಗುವ ಮೊದಲು ಮತ್ತು ನಂತರದ ಚಿತ್ರಗಳು ಸಾಮಾಜಿಕ ಜಾಲತಾಣಗಳಲ್ಲಿ ವೈರಲ್ ಆಗಿವೆ. ಮುಖ್ಯಮಂತ್ರಿ ಪುಷ್ಕರ್ ಸಿಂಗ್ ಧಾಮಿ ಅವರು ಪರಿಸ್ಥಿತಿಯ ಮೇಲೆ ನಿಗಾ ವಹಿಸಿದ್ದು, ಅಧಿಕಾರಿಗಳಿಗೆ ಅಗತ್ಯ ಸೂಚನೆ ನೀಡಿದ್ದಾರೆ. ಯಾತ್ರಿಕರ ಸುರಕ್ಷತೆಗೆ ಮೊದಲ ಆದ್ಯತೆ ನೀಡಲಾಗುತ್ತಿದೆ. ಪರ್ಯಾಯ ಮಾರ್ಗ ನಿರ್ಮಾಣಕ್ಕೆ ಕ್ರಮ ಕೈಗೊಳ್ಳಲಾಗಿದೆ ಎಂದು ಅಧಿಕಾರಿಗಳು ತಿಳಿಸಿದ್ದಾರೆ. (24, 742, 356, 833)
tag-line-1: ಬಾಂಗ್ಲಾ (680, 129, 724, 149)
ayodhya-illustration (200, 136, 356, 236)
fatehpur-body-continued: ಫತೇಪುರ್ ಜಿಲ್ಲೆಯ ಡಿಎಂ (ಜಿಲ್ಲಾಧಿಕಾರಿ) ಸಿ. ಇಂದುಮತಿ ಅವರು ದೂರುದಾರನಿಗೆ ಕಪಾಳಮೋಕ್ಷ ಮಾಡಿದ್ದು, ಈ ಘಟನೆಯ ವಿಡಿಯೋ ಸಾಮಾಜಿಕ ಜಾಲತಾಣಗಳಲ್ಲಿ ವೈರಲ್ ಆಗಿದೆ. ತಾನು ನಿಂತಿದ್ದೇನೆ, ಆದರೆ ಕಾರ್ಯನಿರ್ವಹಿಸಲು ನಿರ್ದೇಶನ ನೀಡುತ್ತಿಲ್ಲ ಎಂದು ದೂರುದಾರ ಆರೋಪಿಸಿದ್ದರು. ಬಂದಿದ್ದೀರಾ? ಎಂದು ದೂರುದಾರನನ್ನು ಗದರಿದ್ದಾರೆ. ಈ ಘಟನೆ ತಹಸಿಲ್ ಕಚೇರಿಯಲ್ಲಿ ನಡೆದಿದ್ದು, ಸಬ್ ರಿಜಿಸ್ಟ್ರಾರ್ ಕಚೇರಿಯ ಬಗ್ಗೆ ದೂರು ನೀಡಲು ಬಂದಿದ್ದ ವ್ಯಕ್ತಿಯ ಮೇಲೆ ಅಧಿಕಾರಿ ಕೋಪಗೊಂಡಿದ್ದಾರೆ. ವಿಡಿಯೋದಲ್ಲಿ ಡಿಎಂ ಅವರು ದೂರುದಾರನ ಕೆನ್ನೆಗೆ (556, 1334, 732, 1425)
fatehpur-headline: ದೂರುದಾರನಿಗೆ ಕಪಾಳಮೋಕ್ಷ ಮಾಡಿದ ಜಿಲ್ಲಾಧಿಕಾರಿ: ಭಾರಿ ಸದ್ದು ಮಾಡಿದ ಡಿಎಂ ವರ್ತನೆ, ವಿಡಿಯೋ ವೈರಲ್ (366, 1237, 833, 1253)
haj-body-continued: ಸೌದಿ ಅರೇಬಿಯಾದ ಪವಿತ್ರ ನಗರ ಮೆಕ್ಕಾ ಮತ್ತು ಮದೀನಾಗೆ ಹಜ್ ಯಾತ್ರೆ ಕೈಗೊಳ್ಳಲು ಬಯಸುವ ಯಾತ್ರಿಕರಿಗೆ ಕೇಂದ್ರ ಸರ್ಕಾರವು ಹೊಸ ಹಜ್ ನೀತಿ ಪ್ರಕಟಿಸಿದೆ. ಪ್ರಮುಖ ಬದಲಾವಣೆಯಾಗಿ ಹಜ್ ಕೋಟಾದ ಹಂಚಿಕೆಯಲ್ಲಿ ಬದಲಾವಣೆ ಮಾಡಲಾಗಿದೆ. ಕೇಂದ್ರ ಸರ್ಕಾರ 2025ರ ಹೊಸ ಹಜ್ ನೀತಿ ಜಾರಿಗೆ ತಂದಿದೆ. ಸರ್ಕಾರಿ ಕೋಟಾ ಅಡಿಯಲ್ಲಿ ಯಾತ್ರಿಕರ ಸಂಖ್ಯೆ ಶೇ 10ರಷ್ಟು ಇಳಿಕೆ ಮಾಡಲಾಗಿದ್ದು, ಖಾಸಗಿ ಹಜ್ ನಿರ್ವಾಹಕರಿಗೆ ಹೆಚ್ಚಿನ ಕೋಟಾ ನೀಡಲಾಗಿದೆ. ಈ ಹಿಂದೆ ಶೇ 80 ರಷ್ಟು ಕೋಟಾ ಹಜ್ ಸಮಿತಿಗೆ ಮತ್ತು ಶೇ 20 ರಷ್ಟು ಖಾಸಗಿ ನಿರ್ವಾಹಕರಿಗೆ ನೀಡಲಾಗುತ್ತಿತ್ತು. 70 ವರ್ಷ ಮೇಲ್ಪಟ್ಟ ಅರ್ಜಿದಾರರಿಗೆ ಆದ್ಯತೆ ನೀಡಲಾಗುತ್ತದೆ. 2024ರಲ್ಲಿ ಹಜ್ ಯಾತ್ರೆಗೆ ಭಾರತದಿಂದ ಒಟ್ಟು 1,75,025 ಯಾತ್ರಿಕರು ತೆರಳಿದ್ದರು. ಈ ಪೈಕಿ ಸುಮಾರು 17,500 ಯಾತ್ರಾರ್ಥಿಗಳು ಸರ್ಕಾರಿ ಕೋಟಾದಡಿ ತೆರಳಿದ್ದರು. ಹೊಸ ನೀತಿಯಲ್ಲಿ ಮಹ್ರಮ್ ಇಲ್ಲದೆ ಮಹಿಳೆಯರು ಪ್ರಯಾಣಿಸಲು ಅವಕಾಶ ನೀಡಲಾಗಿದೆ. ಹಜ್ ಸಮಿತಿ ಮೂಲಕ ಅರ್ಜಿ ಸಲ್ಲಿಸುವ ಪ್ರಕ್ರಿಯೆ ಶೀಘ್ರದಲ್ಲೇ ಆರಂಭವಾಗಲಿದೆ. ಆನ್‌ಲೈನ್ ಮೂಲಕ ಅರ್ಜಿ ಸಲ್ಲಿಸಬಹುದಾಗಿದ್ದು, ಲಾಟರಿ ಮೂಲಕ ಆಯ್ಕೆ ಮಾಡಲಾಗುವುದು ಎಂದು ಹಜ್ ಸಮಿತಿ ತಿಳಿಸಿದೆ. ಯಾತ್ರಿಕರ ಆರೋಗ್ಯ ತಪಾಸಣೆ ಕಡ್ಡಾಯವಾಗಿದ್ದು, ಲಸಿಕೆ ಪಡೆಯಬೇಕು ಎಂದು ಸೂಚಿಸಲಾಗಿದೆ. (506, 1066, 774, 1188)
dhaka-body-columns (506, 274, 768, 516)
haj-body-end: ಸೌದಿ ಅರೇಬಿಯಾದ ಪವಿತ್ರ ನಗರ ಮೆಕ್ಕಾ ಮತ್ತು ಮದೀನಾಗೆ ಹಜ್ ಯಾತ್ರೆ ಕೈಗೊಳ್ಳಲು ಬಯಸುವ ಯಾತ್ರಿಕರಿಗೆ ಕೇಂದ್ರ ಸರ್ಕಾರವು ಹೊಸ ಹಜ್ ನೀತಿ ಪ್ರಕಟಿಸಿದೆ. ಪ್ರಮುಖ ಬದಲಾವಣೆಯಾಗಿ ಹಜ್ ಕೋಟಾದ ಹಂಚಿಕೆಯಲ್ಲಿ ಬದಲಾವಣೆ ಮಾಡಲಾಗಿದೆ. ಕೇಂದ್ರ ಸರ್ಕಾರ 2025ರ ಹೊಸ ಹಜ್ ನೀತಿ ಜಾರಿಗೆ ತಂದಿದೆ. ಸರ್ಕಾರಿ ಕೋಟಾ ಅಡಿಯಲ್ಲಿ ಯಾತ್ರಿಕರ ಸಂಖ್ಯೆ ಶೇ 10ರಷ್ಟು ಇಳಿಕೆ ಮಾಡಲಾಗಿದ್ದು, ಖಾಸಗಿ ಹಜ್ ನಿರ್ವಾಹಕರಿಗೆ ಹೆಚ್ಚಿನ ಕೋಟಾ ನೀಡಲಾಗಿದೆ. ಈ ಹಿಂದೆ ಶೇ 80 ರಷ್ಟು ಕೋಟಾ ಹಜ್ ಸಮಿತಿಗೆ ಮತ್ತು ಶೇ 20 ರಷ್ಟು ಖಾಸಗಿ ನಿರ್ವಾಹಕರಿಗೆ ನೀಡಲಾಗುತ್ತಿತ್ತು. 70 ವರ್ಷ ಮೇಲ್ಪಟ್ಟ ಅರ್ಜಿದಾರರಿಗೆ ಆದ್ಯತೆ ನೀಡಲಾಗುತ್ತದೆ. 2024ರಲ್ಲಿ ಹಜ್ ಯಾತ್ರೆಗೆ ಭಾರತದಿಂದ ಒಟ್ಟು 1,75,025 ಯಾತ್ರಿಕರು ತೆರಳಿದ್ದರು. ಈ ಪೈಕಿ ಸುಮಾರು 17,500 ಯಾತ್ರಾರ್ಥಿಗಳು ಸರ್ಕಾರಿ ಕೋಟಾದಡಿ ತೆರಳಿದ್ದರು. ಹೊಸ ನೀತಿಯಲ್ಲಿ ಮಹ್ರಮ್ ಇಲ್ಲದೆ ಮಹಿಳೆಯರು ಪ್ರಯಾಣಿಸಲು ಅವಕಾಶ ನೀಡಲಾಗಿದೆ. ಹಜ್ ಸಮಿತಿ ಮೂಲಕ ಅರ್ಜಿ ಸಲ್ಲಿಸುವ ಪ್ರಕ್ರಿಯೆ ಶೀಘ್ರದಲ್ಲೇ ಆರಂಭವಾಗಲಿದೆ. ಆನ್‌ಲೈನ್ ಮೂಲಕ ಅರ್ಜಿ ಸಲ್ಲಿಸಬಹುದಾಗಿದ್ದು, ಲಾಟರಿ ಮೂಲಕ ಆಯ್ಕೆ ಮಾಡಲಾಗುವುದು ಎಂದು ಹಜ್ ಸಮಿತಿ ತಿಳಿಸಿದೆ. ಯಾತ್ರಿಕರ ಆರೋಗ್ಯ ತಪಾಸಣೆ ಕಡ್ಡಾಯವಾಗಿದ್ದು, ಲಸಿಕೆ ಪಡೆಯಬೇಕು ಎಂದು ಸೂಚಿಸಲಾಗಿದೆ. (784, 922, 938, 1115)
illus-tag-2: ಸೊನ್ನೆ ಪ್ರವೇಶ (615, 587, 645, 595)
section-divider (362, 520, 945, 522)
minister-photo (202, 1032, 356, 1182)
jandhan-dateline: ನವದೆಹಲಿ: (24, 1032, 51, 1041)
dhaka-body-end: ಬಾಂಗ್ಲಾದೇಶದಲ್ಲಿ ರಾಜಕೀಯ ಅಶಾಂತಿಯ ನಡುವೆ, ಢಾಕಾದಿಂದ 199 ಪ್ರಯಾಣಿಕರು ಮತ್ತು ಆರು ಶಿಶುಗಳನ್ನು ಹೊತ್ತ ಏರ್ ಇಂಡಿಯಾ ವಿಮಾನವು ಬುಧವಾರ ಮುಂಜಾನೆ ದೆಹಲಿಗೆ ಬಂದಿಳಿದಿದೆ. ಢಾಕಾ ವಿಮಾನ ನಿಲ್ದಾಣದಲ್ಲಿ ನಿಶ್ಶಬ್ದ ವಾತಾವರಣವಿದ್ದು, ಹೆಚ್ಚಿನ ಜನರು ದೇಶ ತೊರೆಯಲು ಬಯಸುತ್ತಿದ್ದಾರೆ ಎಂದು ಪ್ರಯಾಣಿಕರು ತಿಳಿಸಿದ್ದಾರೆ. ಅಲ್ಲಿನ ಪರಿಸ್ಥಿತಿ ಬಗ್ಗೆ ಮಾತನಾಡಿದ ಪ್ರಯಾಣಿಕ ಅರ್ಪಿತ್, ಅಲ್ಲಿ ಹಿಂಸಾಚಾರವು ಹೆಚ್ಚಾಗಿದ್ದು ಜನರು ಭಯಭೀತರಾಗಿದ್ದಾರೆ ಎಂದು ಹೇಳಿದರು. ಕರ್ಫ್ಯೂ ಜಾರಿಯಲ್ಲಿದ್ದು, ಕಚೇರಿಗಳು, ಕಾಲೇಜುಗಳು ಮತ್ತು ಶಾಲೆಗಳು ಮುಚ್ಚಲ್ಪಟ್ಟಿವೆ. ಭಾರತೀಯರನ್ನು ಸುರಕ್ಷಿತವಾಗಿ ಕರೆತರಲು ಸರ್ಕಾರ ಎಲ್ಲಾ ಕ್ರಮಗಳನ್ನು ಕೈಗೊಂಡಿದೆ. ಪರಿಸ್ಥಿತಿ ಅಷ್ಟು ಚೆನ್ನಾಗಿಲ್ಲ ಮತ್ತು ಅದು ಕೆಟ್ಟದಾಗಿಯೇ ಇದೆ. ಭಯಾನಕತೆ ಬಿಚ್ಚಿಟ್ಟ ಪ್ರಯಾಣಿಕ: ಜುಲೈ 18 ರಂದು ನನ್ನ ಕಚೇರಿ ಮುಚ್ಚಲಾಯಿತು. ಅಂದಿನಿಂದ ನಾನು ಮನೆಯಿಂದ ಹೊರಬರಲಿಲ್ಲ ಎಂದು ಮತ್ತೊಬ್ಬ ಪ್ರಯಾಣಿಕ ತಿಳಿಸಿದರು. ಬಾಂಗ್ಲಾದೇಶದಲ್ಲಿ ಸುಮಾರು 19,000 ಭಾರತೀಯ ಪ್ರಜೆಗಳಿದ್ದು, ಅವರಲ್ಲಿ ಸುಮಾರು 9000 ವಿದ್ಯಾರ್ಥಿಗಳು ಎಂದು ವಿದೇಶಾಂಗ ವ್ಯವಹಾರಗಳ ಸಚಿವ ಎಸ್. ಜೈಶಂಕರ್ ಅವರು ಸಂಸತ್ತಿಗೆ ತಿಳಿಸಿದ್ದಾರೆ. ಹೆಚ್ಚಿನ ವಿದ್ಯಾರ್ಥಿಗಳು ಈಗಾಗಲೇ ಭಾರತಕ್ಕೆ ಹಿಂದಿರುಗಿದ್ದಾರೆ. ನಾವು ನಮ್ಮ ರಾಜತಾಂತ್ರಿಕ ಕಾರ್ಯಾಚರಣೆಗಳ ಮೂಲಕ ಭಾರತೀಯ ಸಮುದಾಯದೊಂದಿಗೆ ನಿಕಟ ಮತ್ತು ನಿರಂತರ ಸಂಪರ್ಕದಲ್ಲಿದ್ದೇವೆ. ಆಗಸ್ಟ್ 5 ರಂದು ಕರ್ಫ್ಯೂ ಹೊರತಾಗಿಯೂ ಪ್ರತಿಭಟನಾಕಾರರು ಢಾಕಾದಲ್ಲಿ ಜಮಾಯಿಸಿದರು. ಶೇಖ್ ಹಸೀನಾ ರಾಜೀನಾಮೆ ನೀಡಿ ದೇಶ ತೊರೆದ ನಂತರ ಭಾರತಕ್ಕೆ ಆಗಮಿಸಿದರು ಎಂದು ಸಚಿವರು ತಿಳಿಸಿದರು. (778, 110, 938, 334)
haj-headline: ಸರ್ಕಾರಿ ಕೋಟಾದಡಿ ಪ್ರಯಾಣಿಸುವ ಯಾತ್ರಿಕರ ಸಂಖ್ಯೆ ಶೇ 10ರಷ್ಟು ಇಳಿಕೆ (366, 884, 785, 905)
zero-admission-tag (600, 572, 660, 600)
bangla-violence-tag (638, 124, 766, 184)
fatehpur-dateline: ಫತೇಪುರ್ (ಉತ್ತರ ಪ್ರದೇಶ): (366, 1262, 439, 1271)
day-label: Friday (32, 32, 90, 54)
schools-body-col4 (778, 566, 938, 876)
fatehpur-body-end: ಫತೇಪುರ್ ಜಿಲ್ಲೆಯ ಡಿಎಂ (ಜಿಲ್ಲಾಧಿಕಾರಿ) ಸಿ. ಇಂದುಮತಿ ಅವರು ದೂರುದಾರನಿಗೆ ಕಪಾಳಮೋಕ್ಷ ಮಾಡಿದ್ದು, ಈ ಘಟನೆಯ ವಿಡಿಯೋ ಸಾಮಾಜಿಕ ಜಾಲತಾಣಗಳಲ್ಲಿ ವೈರಲ್ ಆಗಿದೆ. ತಾನು ನಿಂತಿದ್ದೇನೆ, ಆದರೆ ಕಾರ್ಯನಿರ್ವಹಿಸಲು ನಿರ್ದೇಶನ ನೀಡುತ್ತಿಲ್ಲ ಎಂದು ದೂರುದಾರ ಆರೋಪಿಸಿದ್ದರು. ಬಂದಿದ್ದೀರಾ? ಎಂದು ದೂರುದಾರನನ್ನು ಗದರಿದ್ದಾರೆ. ಈ ಘಟನೆ ತಹಸಿಲ್ ಕಚೇರಿಯಲ್ಲಿ ನಡೆದಿದ್ದು, ಸಬ್ ರಿಜಿಸ್ಟ್ರಾರ್ ಕಚೇರಿಯ ಬಗ್ಗೆ ದೂರು ನೀಡಲು ಬಂದಿದ್ದ ವ್ಯಕ್ತಿಯ ಮೇಲೆ ಅಧಿಕಾರಿ ಕೋಪಗೊಂಡಿದ್ದಾರೆ. ವಿಡಿಯೋದಲ್ಲಿ ಡಿಎಂ ಅವರು ದೂರುದಾರನ ಕೆನ್ನೆಗೆ ಹೊಡೆಯುವುದು ಕಂಡುಬಂದಿದೆ. ಘಟನೆಯ ಬಗ್ಗೆ ಸ್ಪಷ್ಟನೆ ನೀಡಿದ ಅಧಿಕಾರಿಗಳು, ದೂರುದಾರ ಅಸಭ್ಯವಾಗಿ ವರ್ತಿಸಿದ್ದ ಎಂದು ಹೇಳಿದ್ದಾರೆ. ಆದರೆ ಈ ಘಟನೆ ಅಧಿಕಾರ ದುರ್ಬಳಕೆ ಎಂದು ವಿರೋಧ ಪಕ್ಷಗಳು ಟೀಕಿಸಿವೆ. ಈ ಕುರಿತು ಪೂರ್ಣ ತನಿಖೆ ನಡೆಸಬೇಕು ಎಂದು ಆಗ್ರಹಿಸಲಾಗಿದೆ. ಸಾರ್ವಜನಿಕರ ದೂರುಗಳನ್ನು ಗೌರವದಿಂದ ಆಲಿಸಬೇಕು ಎಂದು ಹಿರಿಯ ಅಧಿಕಾರಿಗಳು ಸೂಚಿಸಿದ್ದಾರೆ. (738, 1262, 938, 1374)
illus-tag-4: ಮುಖ ಮಾಡದ ಮಕ್ಕಳು (600, 654, 676, 670)
masthead (0, 0, 945, 74)
dhaka-body: ಬಾಂಗ್ಲಾದೇಶದಲ್ಲಿ ರಾಜಕೀಯ ಅಶಾಂತಿಯ ನಡುವೆ, ಢಾಕಾದಿಂದ 199 ಪ್ರಯಾಣಿಕರು ಮತ್ತು ಆರು ಶಿಶುಗಳನ್ನು ಹೊತ್ತ ಏರ್ ಇಂಡಿಯಾ ವಿಮಾನವು ಬುಧವಾರ ಮುಂಜಾನೆ ದೆಹಲಿಗೆ ಬಂದಿಳಿದಿದೆ. ಢಾಕಾ ವಿಮಾನ ನಿಲ್ದಾಣದಲ್ಲಿ ನಿಶ್ಶಬ್ದ ವಾತಾವರಣವಿದ್ದು, ಹೆಚ್ಚಿನ ಜನರು ದೇಶ ತೊರೆಯಲು ಬಯಸುತ್ತಿದ್ದಾರೆ ಎಂದು ಪ್ರಯಾಣಿಕರು ತಿಳಿಸಿದ್ದಾರೆ. ಅಲ್ಲಿನ ಪರಿಸ್ಥಿತಿ ಬಗ್ಗೆ ಮಾತನಾಡಿದ ಪ್ರಯಾಣಿಕ ಅರ್ಪಿತ್, ಅಲ್ಲಿ ಹಿಂಸಾಚಾರವು ಹೆಚ್ಚಾಗಿದ್ದು ಜನರು ಭಯಭೀತರಾಗಿದ್ದಾರೆ ಎಂದು ಹೇಳಿದರು. ಕರ್ಫ್ಯೂ ಜಾರಿಯಲ್ಲಿದ್ದು, ಕಚೇರಿಗಳು, ಕಾಲೇಜುಗಳು ಮತ್ತು ಶಾಲೆಗಳು ಮುಚ್ಚಲ್ಪಟ್ಟಿವೆ. ಭಾರತೀಯರನ್ನು ಸುರಕ್ಷಿತವಾಗಿ ಕರೆತರಲು ಸರ್ಕಾರ ಎಲ್ಲಾ ಕ್ರಮಗಳನ್ನು ಕೈಗೊಂಡಿದೆ. ಪರಿಸ್ಥಿತಿ ಅಷ್ಟು ಚೆನ್ನಾಗಿಲ್ಲ ಮತ್ತು ಅದು ಕೆಟ್ಟದಾಗಿಯೇ ಇದೆ. ಭಯಾನಕತೆ ಬಿಚ್ಚಿಟ್ಟ ಪ್ರಯಾಣಿಕ: ಜುಲೈ 18 ರಂದು ನನ್ನ ಕಚೇರಿ ಮುಚ್ಚಲಾಯಿತು. ಅಂದಿನಿಂದ ನಾನು ಮನೆಯಿಂದ ಹೊರಬರಲಿಲ್ಲ ಎಂದು ಮತ್ತೊಬ್ಬ ಪ್ರಯಾಣಿಕ ತಿಳಿಸಿದರು. ಬಾಂಗ್ಲಾದೇಶದಲ್ಲಿ ಸುಮಾರು 19,000 ಭಾರತೀಯ ಪ್ರಜೆಗಳಿದ್ದು, ಅವರಲ್ಲಿ ಸುಮಾರು 9000 ವಿದ್ಯಾರ್ಥಿಗಳು ಎಂದು ವಿದೇಶಾಂಗ ವ್ಯವಹಾರಗಳ ಸಚಿವ ಎಸ್. ಜೈಶಂಕರ್ ಅವರು ಸಂಸತ್ತಿಗೆ ತಿಳಿಸಿದ್ದಾರೆ. ಹೆಚ್ಚಿನ ವಿದ್ಯಾರ್ಥಿಗಳು ಈಗಾಗಲೇ ಭಾರತಕ್ಕೆ ಹಿಂದಿರುಗಿದ್ದಾರೆ. ನಾವು ನಮ್ಮ ರಾಜತಾಂತ್ರಿಕ ಕಾರ್ಯಾಚರಣೆಗಳ ಮೂಲಕ ಭಾರತೀಯ ಸಮುದಾಯದೊಂದಿಗೆ ನಿಕಟ ಮತ್ತು ನಿರಂತರ ಸಂಪರ್ಕದಲ್ಲಿದ್ದೇವೆ. ಆಗಸ್ಟ್ 5 ರಂದು ಕರ್ಫ್ಯೂ ಹೊರತಾಗಿಯೂ ಪ್ರತಿಭಟನಾಕಾರರು ಢಾಕಾದಲ್ಲಿ ಜಮಾಯಿಸಿದರು. ಶೇಖ್ ಹಸೀನಾ ರಾಜೀನಾಮೆ ನೀಡಿ ದೇಶ ತೊರೆದ ನಂತರ ಭಾರತಕ್ಕೆ ಆಗಮಿಸಿದರು ಎಂದು ಸಚಿವರು ತಿಳಿಸಿದರು. (366, 110, 502, 395)
date-label: ಶುಕ್ರವಾರ 09-08-2024 (148, 36, 312, 56)
